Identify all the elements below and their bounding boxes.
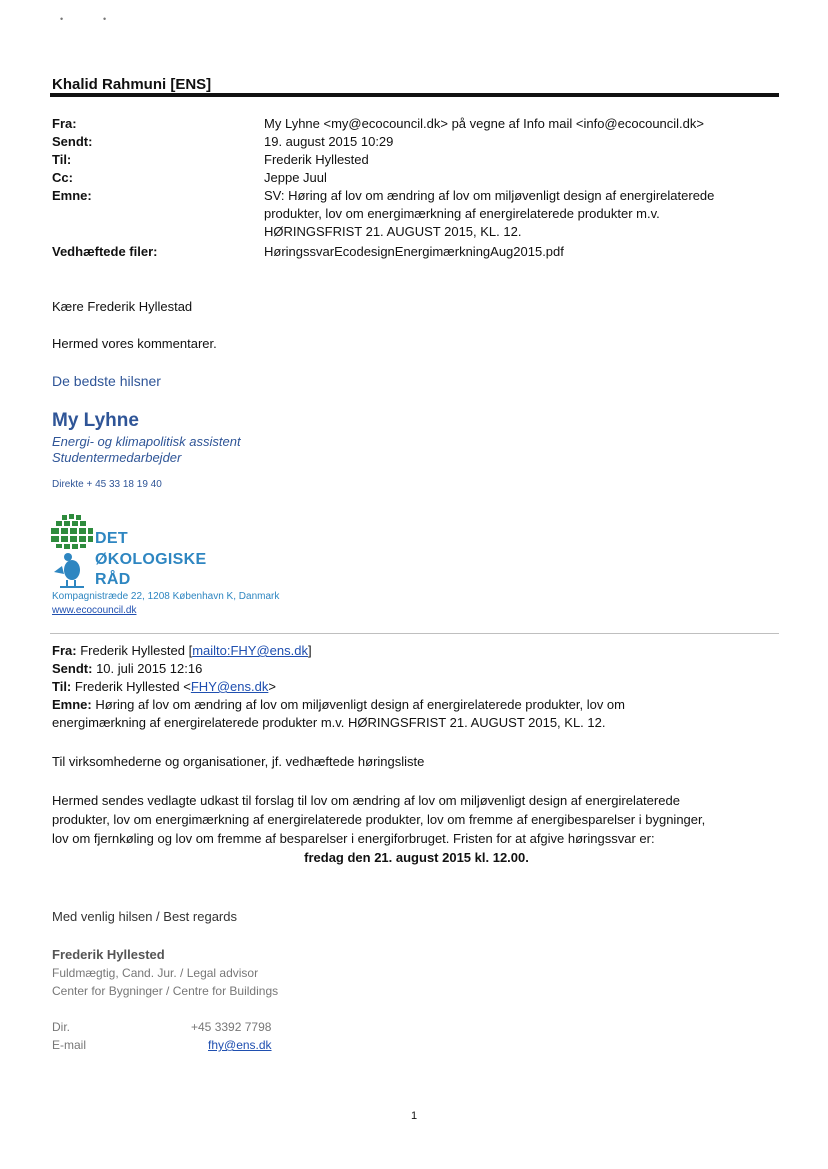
original-subject	[52, 696, 625, 714]
sender-name: Frederik Hyllested	[52, 947, 165, 962]
sender-department: Center for Bygninger / Centre for Buildings	[52, 984, 279, 998]
org-address: Kompagnistræde 22, 1208 København K, Danmark	[52, 591, 280, 602]
ecocouncil-logo-icon	[50, 512, 94, 590]
attachment-file[interactable]: HøringssvarEcodesignEnergimærkningAug2015.pdf	[264, 244, 564, 259]
mailbox-owner: Khalid Rahmuni [ENS]	[52, 76, 212, 93]
to-value: Frederik Hyllested	[264, 152, 369, 167]
logo-text-line3: RÅD	[95, 571, 131, 588]
original-sent-label: Sendt:	[52, 661, 93, 676]
regards: Med venlig hilsen / Best regards	[52, 909, 237, 924]
deadline: fredag den 21. august 2015 kl. 12.00.	[304, 850, 529, 865]
email-link[interactable]: fhy@ens.dk	[208, 1038, 272, 1052]
signature-direct-phone: Direkte + 45 33 18 19 40	[52, 479, 162, 490]
original-body-line: produkter, lov om energimærkning af energirelaterede produkter, lov om fremme af energibesparelser i bygninger,	[52, 812, 706, 827]
signature-title: Energi- og klimapolitisk assistent	[52, 434, 241, 449]
closing: De bedste hilsner	[52, 373, 161, 389]
quote-separator	[50, 633, 779, 634]
original-to-end: >	[268, 679, 276, 694]
original-from: Fra: Frederik Hyllested [mailto:FHY@ens.dk]	[52, 643, 312, 658]
dir-label: Dir.	[52, 1020, 70, 1034]
subject-line: SV: Høring af lov om ændring af lov om miljøvenligt design af energirelaterede	[264, 188, 715, 203]
original-subject-label: Emne:	[52, 697, 92, 712]
scan-mark: •	[60, 14, 64, 24]
original-subject-line1: Høring af lov om ændring af lov om miljøvenligt design af energirelaterede produkter, lov om	[95, 697, 625, 712]
original-from-label: Fra:	[52, 643, 77, 658]
original-addressee: Til virksomhederne og organisationer, jf. vedhæftede høringsliste	[52, 754, 425, 769]
from-value: My Lyhne <my@ecocouncil.dk> på vegne af Info mail <info@ecocouncil.dk>	[264, 116, 704, 131]
sent-value: 19. august 2015 10:29	[264, 134, 394, 149]
page-number: 1	[410, 1110, 418, 1122]
subject-label: Emne:	[52, 188, 92, 203]
sender-title: Fuldmægtig, Cand. Jur. / Legal advisor	[52, 966, 259, 980]
signature-name: My Lyhne	[52, 410, 139, 431]
logo-text-line1: DET	[95, 530, 128, 547]
dir-phone: +45 3392 7798	[191, 1020, 272, 1034]
original-to-label: Til:	[52, 679, 72, 694]
original-body-line: lov om fjernkøling og lov om fremme af besparelser i energiforbruget. Fristen for at afgive høringssvar er:	[52, 831, 655, 846]
original-subject-line2: energimærkning af energirelaterede produkter m.v. HØRINGSFRIST 21. AUGUST 2015, KL. 12.	[52, 715, 606, 730]
original-to	[52, 678, 276, 696]
subject-line: produkter, lov om energimærkning af energirelaterede produkter m.v.	[264, 206, 660, 221]
email-label: E-mail	[52, 1038, 87, 1052]
subject-line: HØRINGSFRIST 21. AUGUST 2015, KL. 12.	[264, 224, 522, 239]
original-from-name: Frederik Hyllested	[80, 643, 185, 658]
original-sent	[52, 660, 202, 678]
original-sent-value: 10. juli 2015 12:16	[96, 661, 203, 676]
original-to-email-link[interactable]: FHY@ens.dk	[190, 679, 269, 694]
to-label: Til:	[52, 152, 72, 167]
from-label: Fra:	[52, 116, 77, 131]
scan-mark: •	[103, 14, 107, 24]
original-from-mailto-link[interactable]: mailto:FHY@ens.dk	[192, 643, 308, 658]
salutation: Kære Frederik Hyllestad	[52, 299, 193, 314]
reply-body: Hermed vores kommentarer.	[52, 336, 217, 351]
org-website-link[interactable]: www.ecocouncil.dk	[52, 605, 137, 616]
owner-divider	[50, 93, 779, 97]
original-body-line: Hermed sendes vedlagte udkast til forslag til lov om ændring af lov om miljøvenligt design af energirelaterede	[52, 793, 680, 808]
cc-label: Cc:	[52, 170, 73, 185]
original-to-name: Frederik Hyllested <	[74, 679, 191, 694]
attachments-label: Vedhæftede filer:	[52, 244, 158, 259]
sent-label: Sendt:	[52, 134, 93, 149]
signature-role: Studentermedarbejder	[52, 450, 182, 465]
cc-value: Jeppe Juul	[264, 170, 327, 185]
logo-text-line2: ØKOLOGISKE	[95, 551, 207, 568]
